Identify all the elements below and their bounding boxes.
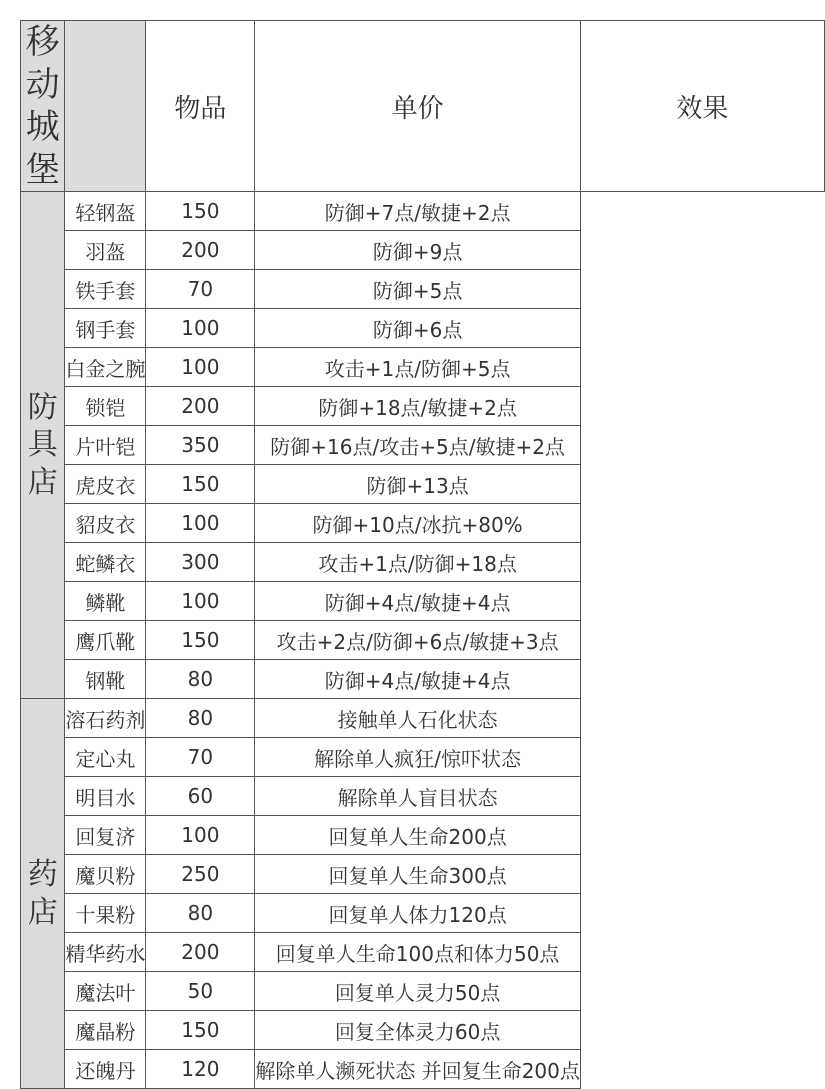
table-row [21, 426, 825, 465]
effect-cell: 防御+6点 [255, 309, 581, 348]
item-cell: 钢靴 [65, 660, 146, 699]
table-row [21, 699, 825, 738]
header-row [21, 21, 825, 192]
price-cell: 100 [146, 309, 255, 348]
item-cell: 铁手套 [65, 270, 146, 309]
price-cell: 150 [146, 192, 255, 231]
price-cell: 150 [146, 621, 255, 660]
effect-cell: 解除单人盲目状态 [255, 777, 581, 816]
price-cell: 200 [146, 933, 255, 972]
effect-cell: 防御+9点 [255, 231, 581, 270]
table-row [21, 972, 825, 1011]
item-cell: 十果粉 [65, 894, 146, 933]
header-effect: 效果 [580, 21, 824, 192]
price-cell: 350 [146, 426, 255, 465]
price-cell: 200 [146, 387, 255, 426]
table-row [21, 660, 825, 699]
item-cell: 轻钢盔 [65, 192, 146, 231]
effect-cell: 回复单人生命100点和体力50点 [255, 933, 581, 972]
effect-cell: 防御+7点/敏捷+2点 [255, 192, 581, 231]
shop-group-label: 防具店 [27, 389, 58, 500]
effect-cell: 回复单人生命200点 [255, 816, 581, 855]
effect-cell: 解除单人疯狂/惊吓状态 [255, 738, 581, 777]
price-cell: 200 [146, 231, 255, 270]
price-cell: 150 [146, 1011, 255, 1050]
item-cell: 蛇鳞衣 [65, 543, 146, 582]
item-cell: 鹰爪靴 [65, 621, 146, 660]
effect-cell: 回复全体灵力60点 [255, 1011, 581, 1050]
table-row [21, 504, 825, 543]
price-cell: 300 [146, 543, 255, 582]
effect-cell: 防御+18点/敏捷+2点 [255, 387, 581, 426]
effect-cell: 攻击+2点/防御+6点/敏捷+3点 [255, 621, 581, 660]
item-cell: 魔晶粉 [65, 1011, 146, 1050]
table-row [21, 894, 825, 933]
table-row [21, 231, 825, 270]
effect-cell: 回复单人灵力50点 [255, 972, 581, 1011]
table-row [21, 1011, 825, 1050]
shop-group-cell [21, 192, 65, 699]
table-body [21, 192, 825, 1089]
item-cell: 魔贝粉 [65, 855, 146, 894]
table-row [21, 309, 825, 348]
effect-cell: 防御+16点/攻击+5点/敏捷+2点 [255, 426, 581, 465]
table-row [21, 387, 825, 426]
price-cell: 100 [146, 816, 255, 855]
item-cell: 魔法叶 [65, 972, 146, 1011]
price-cell: 100 [146, 504, 255, 543]
price-cell: 100 [146, 348, 255, 387]
effect-cell: 攻击+1点/防御+5点 [255, 348, 581, 387]
price-cell: 150 [146, 465, 255, 504]
item-cell: 回复济 [65, 816, 146, 855]
effect-cell: 攻击+1点/防御+18点 [255, 543, 581, 582]
price-cell: 70 [146, 270, 255, 309]
item-cell: 锁铠 [65, 387, 146, 426]
header-price: 单价 [255, 21, 581, 192]
header-blank-cell [65, 21, 146, 192]
price-cell: 80 [146, 894, 255, 933]
item-cell: 精华药水 [65, 933, 146, 972]
item-cell: 鳞靴 [65, 582, 146, 621]
table-row [21, 348, 825, 387]
price-cell: 250 [146, 855, 255, 894]
effect-cell: 防御+4点/敏捷+4点 [255, 660, 581, 699]
item-cell: 片叶铠 [65, 426, 146, 465]
table-row [21, 465, 825, 504]
item-cell: 溶石药剂 [65, 699, 146, 738]
shop-group-cell [21, 699, 65, 1089]
table-row [21, 270, 825, 309]
table-row [21, 582, 825, 621]
effect-cell: 解除单人濒死状态 并回复生命200点 [255, 1050, 581, 1089]
item-cell: 定心丸 [65, 738, 146, 777]
effect-cell: 防御+4点/敏捷+4点 [255, 582, 581, 621]
city-label: 移动城堡 [25, 22, 60, 190]
price-cell: 80 [146, 699, 255, 738]
effect-cell: 回复单人生命300点 [255, 855, 581, 894]
shop-group-label: 药店 [27, 857, 58, 930]
item-cell: 还魄丹 [65, 1050, 146, 1089]
table-row [21, 777, 825, 816]
effect-cell: 回复单人体力120点 [255, 894, 581, 933]
effect-cell: 接触单人石化状态 [255, 699, 581, 738]
shop-price-table [20, 20, 825, 1089]
price-cell: 100 [146, 582, 255, 621]
effect-cell: 防御+10点/冰抗+80% [255, 504, 581, 543]
item-cell: 明目水 [65, 777, 146, 816]
city-cell [21, 21, 65, 192]
price-cell: 70 [146, 738, 255, 777]
table-row [21, 816, 825, 855]
header-item: 物品 [146, 21, 255, 192]
table-row [21, 738, 825, 777]
table-row [21, 192, 825, 231]
price-cell: 120 [146, 1050, 255, 1089]
price-cell: 60 [146, 777, 255, 816]
effect-cell: 防御+5点 [255, 270, 581, 309]
table-row [21, 621, 825, 660]
price-cell: 50 [146, 972, 255, 1011]
table-row [21, 543, 825, 582]
item-cell: 虎皮衣 [65, 465, 146, 504]
item-cell: 貂皮衣 [65, 504, 146, 543]
item-cell: 白金之腕 [65, 348, 146, 387]
effect-cell: 防御+13点 [255, 465, 581, 504]
price-cell: 80 [146, 660, 255, 699]
item-cell: 羽盔 [65, 231, 146, 270]
table-row [21, 933, 825, 972]
item-cell: 钢手套 [65, 309, 146, 348]
table-row [21, 1050, 825, 1089]
table-row [21, 855, 825, 894]
